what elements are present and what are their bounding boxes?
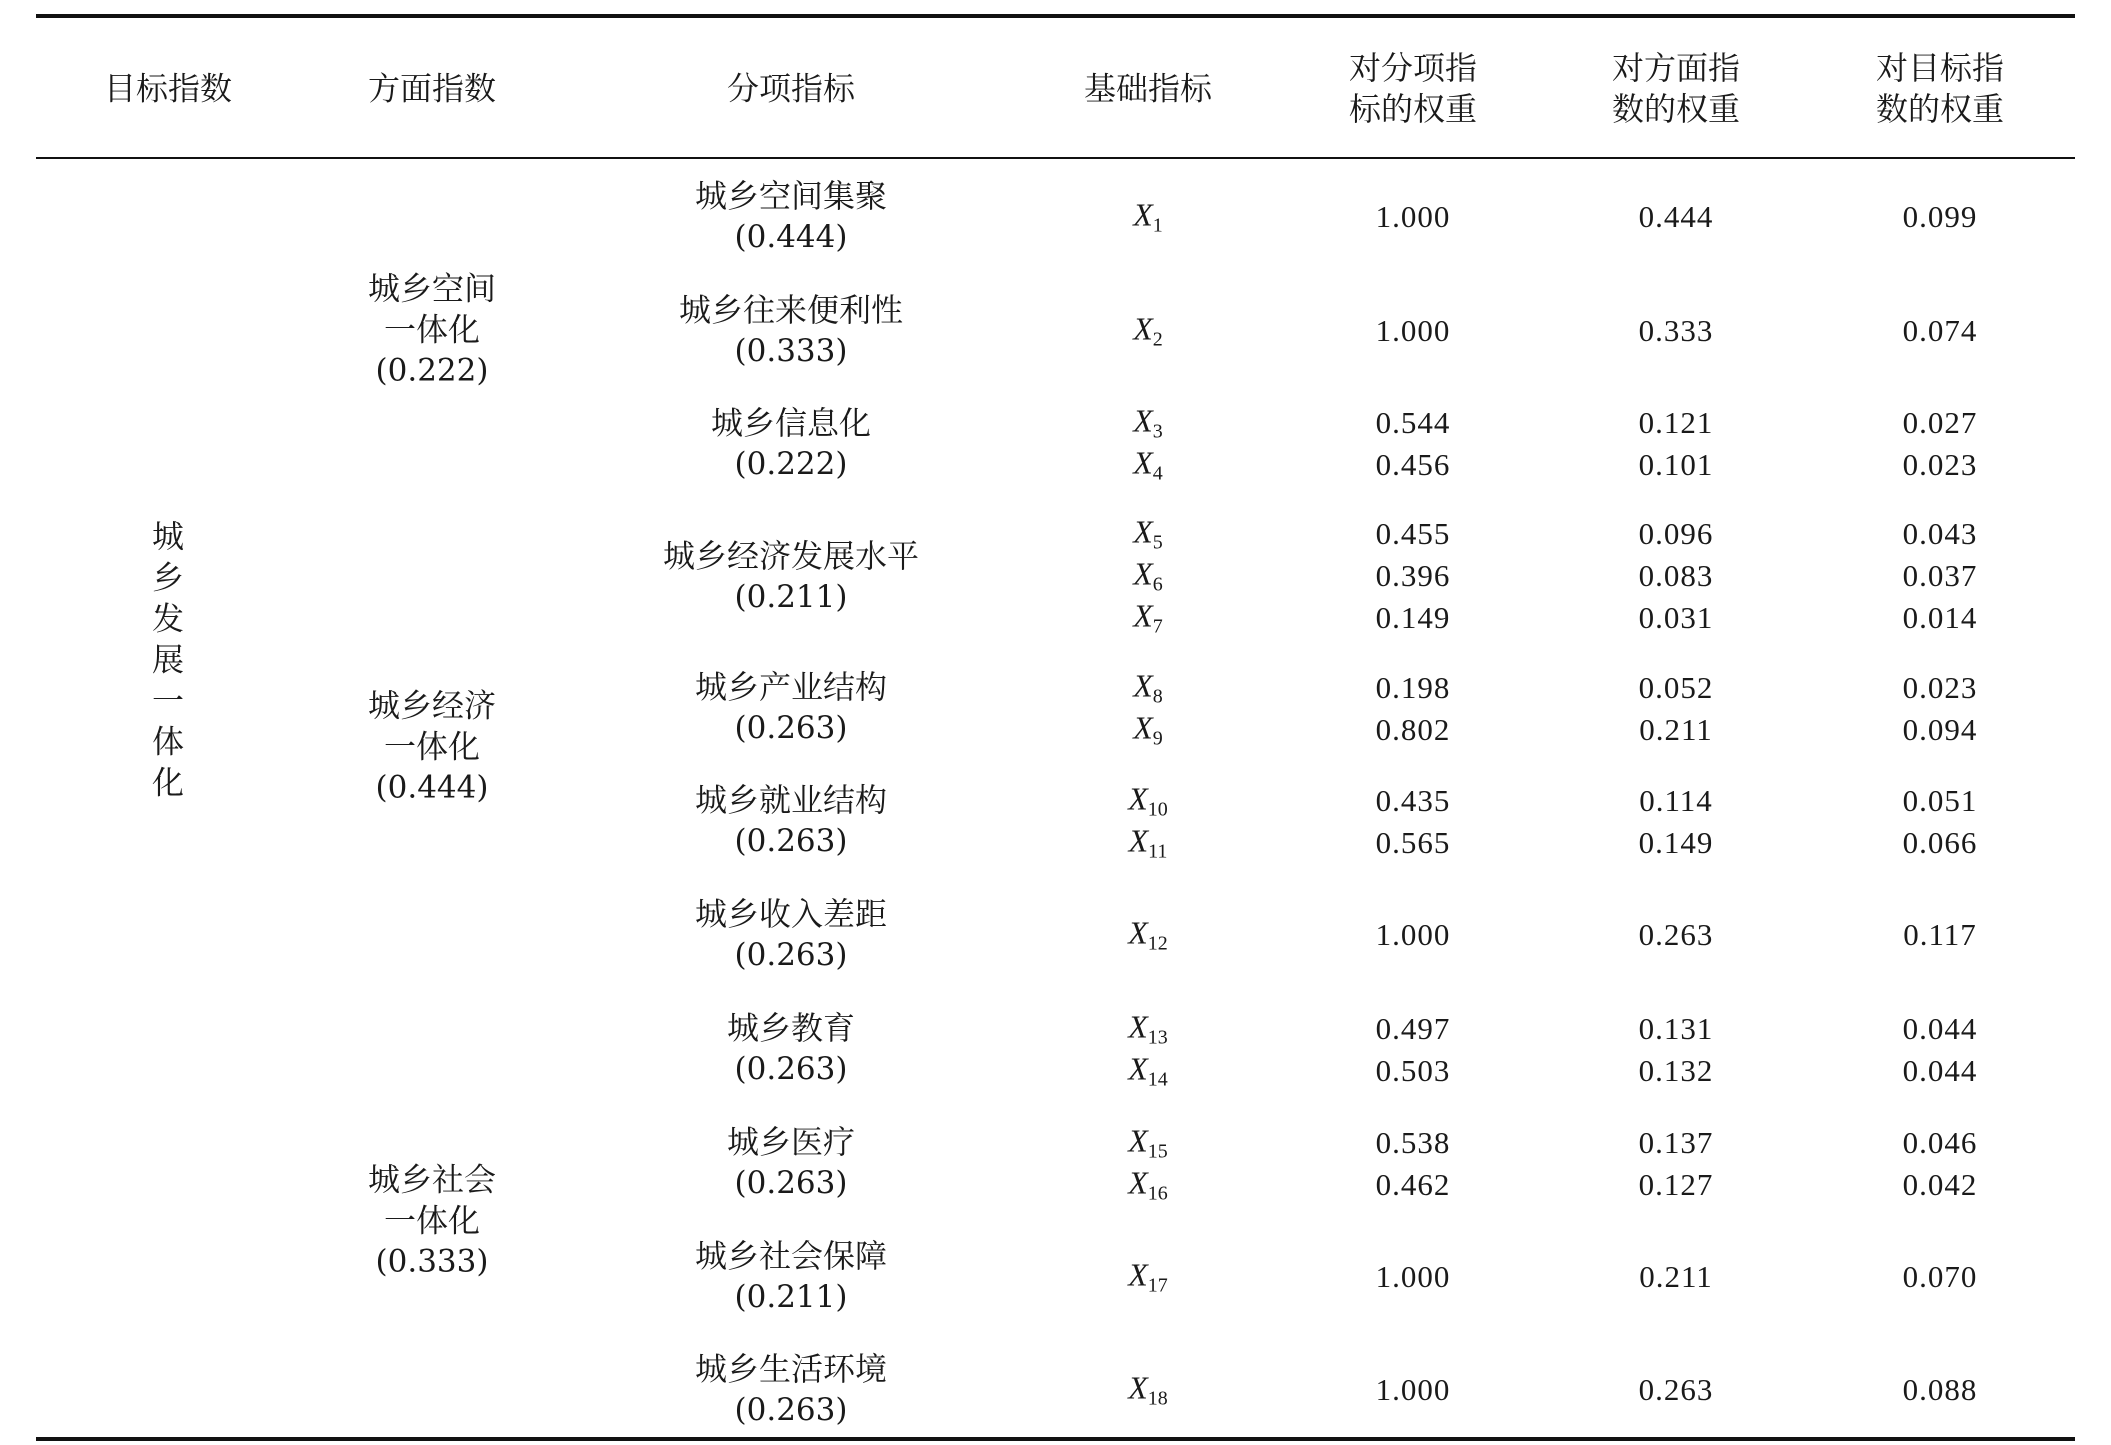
sub-item xyxy=(727,1122,855,1204)
table-bottom-rule xyxy=(36,1437,2075,1441)
sub-item-weight: (0.263) xyxy=(734,937,848,973)
weight-to-sub-item: 0.435 xyxy=(1375,783,1451,818)
weight-to-sub-item: 1.000 xyxy=(1375,1372,1451,1407)
weight-to-target: 0.043 xyxy=(1902,516,1978,551)
weight-to-sub-item: 0.544 xyxy=(1375,405,1451,440)
weight-to-target: 0.042 xyxy=(1902,1167,1978,1202)
target-char: 体 xyxy=(151,722,185,761)
header-sub-item: 分项指标 xyxy=(726,69,856,108)
weight-to-sub-item: 0.396 xyxy=(1375,558,1451,593)
aspect-line: 城乡空间 xyxy=(367,269,497,308)
aspect-line: 一体化 xyxy=(383,310,481,349)
weight-to-target: 0.014 xyxy=(1902,600,1978,635)
sub-item-weight: (0.211) xyxy=(734,1279,848,1315)
weight-to-target: 0.070 xyxy=(1902,1259,1978,1294)
weight-to-aspect: 0.121 xyxy=(1638,405,1714,440)
header-weight-aspect xyxy=(1612,48,1740,130)
sub-item-name: 城乡信息化 xyxy=(710,404,872,442)
header-weight-sub-line2: 标的权重 xyxy=(1348,90,1478,128)
sub-item-weight: (0.263) xyxy=(734,1165,848,1201)
sub-item-weight: (0.263) xyxy=(734,710,848,746)
weight-to-target: 0.094 xyxy=(1902,712,1978,747)
header-target-index: 目标指数 xyxy=(103,69,233,108)
sub-item xyxy=(711,403,871,485)
table-header-rule xyxy=(36,157,2075,159)
sub-item-weight: (0.263) xyxy=(734,823,848,859)
weight-to-sub-item: 1.000 xyxy=(1375,917,1451,952)
weight-to-aspect: 0.131 xyxy=(1638,1011,1714,1046)
sub-item-weight: (0.263) xyxy=(734,1051,848,1087)
weight-to-aspect: 0.211 xyxy=(1639,1259,1713,1294)
aspect-line: (0.222) xyxy=(375,352,489,389)
sub-item-weight: (0.263) xyxy=(734,1392,848,1428)
sub-item-name: 城乡医疗 xyxy=(726,1123,856,1161)
sub-item-weight: (0.222) xyxy=(734,446,848,482)
sub-item xyxy=(695,894,887,976)
weight-to-target: 0.066 xyxy=(1902,825,1978,860)
sub-item-weight: (0.211) xyxy=(734,579,848,615)
sub-item-name: 城乡社会保障 xyxy=(694,1237,888,1275)
weight-to-target: 0.117 xyxy=(1903,917,1977,952)
weight-to-aspect: 0.101 xyxy=(1638,447,1714,482)
basic-indicator: $X_1$ xyxy=(1133,196,1163,237)
weight-to-aspect: 0.333 xyxy=(1638,313,1714,348)
target-char: 一 xyxy=(151,681,185,720)
weight-to-target: 0.023 xyxy=(1902,670,1978,705)
target-char: 化 xyxy=(151,763,185,802)
aspect-economic xyxy=(368,686,496,809)
weight-to-sub-item: 0.462 xyxy=(1375,1167,1451,1202)
weight-to-aspect: 0.031 xyxy=(1638,600,1714,635)
basic-indicator: $X_{14}$ xyxy=(1128,1050,1168,1091)
weight-to-aspect: 0.137 xyxy=(1638,1125,1714,1160)
sub-item-weight: (0.444) xyxy=(734,219,848,255)
weight-to-aspect: 0.083 xyxy=(1638,558,1714,593)
aspect-line: 城乡经济 xyxy=(367,686,497,725)
sub-item xyxy=(663,536,919,618)
basic-indicator: $X_7$ xyxy=(1133,597,1163,638)
weight-to-aspect: 0.263 xyxy=(1638,1372,1714,1407)
weight-to-sub-item: 1.000 xyxy=(1375,313,1451,348)
sub-item xyxy=(679,290,903,372)
sub-item-name: 城乡经济发展水平 xyxy=(662,537,920,575)
header-weight-target-line2: 数的权重 xyxy=(1875,90,2005,128)
basic-indicator: $X_{10}$ xyxy=(1128,780,1168,821)
header-aspect-index: 方面指数 xyxy=(367,69,497,108)
weight-to-aspect: 0.127 xyxy=(1638,1167,1714,1202)
weight-to-aspect: 0.211 xyxy=(1639,712,1713,747)
table-top-rule xyxy=(36,14,2075,18)
aspect-line: 一体化 xyxy=(383,1201,481,1240)
target-char: 展 xyxy=(151,640,185,679)
weight-to-aspect: 0.052 xyxy=(1638,670,1714,705)
weight-to-target: 0.088 xyxy=(1902,1372,1978,1407)
basic-indicator: $X_{18}$ xyxy=(1128,1369,1168,1410)
weight-to-sub-item: 0.497 xyxy=(1375,1011,1451,1046)
aspect-line: (0.333) xyxy=(375,1243,489,1280)
weight-to-aspect: 0.149 xyxy=(1638,825,1714,860)
weight-to-sub-item: 1.000 xyxy=(1375,1259,1451,1294)
sub-item-name: 城乡教育 xyxy=(726,1009,856,1047)
weight-to-target: 0.099 xyxy=(1902,199,1978,234)
header-basic-indicator: 基础指标 xyxy=(1083,69,1213,108)
sub-item xyxy=(695,667,887,749)
sub-item xyxy=(695,176,887,258)
weight-to-sub-item: 0.802 xyxy=(1375,712,1451,747)
weight-to-target: 0.027 xyxy=(1902,405,1978,440)
sub-item-name: 城乡往来便利性 xyxy=(678,291,904,329)
weight-to-aspect: 0.444 xyxy=(1638,199,1714,234)
basic-indicator: $X_5$ xyxy=(1133,513,1163,554)
sub-item-weight: (0.333) xyxy=(734,333,848,369)
weight-to-sub-item: 1.000 xyxy=(1375,199,1451,234)
weight-to-aspect: 0.263 xyxy=(1638,917,1714,952)
weight-to-sub-item: 0.455 xyxy=(1375,516,1451,551)
weight-to-sub-item: 0.456 xyxy=(1375,447,1451,482)
weight-to-target: 0.046 xyxy=(1902,1125,1978,1160)
target-char: 发 xyxy=(151,599,185,638)
weight-to-sub-item: 0.538 xyxy=(1375,1125,1451,1160)
weight-to-sub-item: 0.149 xyxy=(1375,600,1451,635)
basic-indicator: $X_{11}$ xyxy=(1128,822,1168,863)
basic-indicator: $X_{15}$ xyxy=(1128,1122,1168,1163)
basic-indicator: $X_{17}$ xyxy=(1128,1256,1168,1297)
aspect-line: (0.444) xyxy=(375,769,489,806)
sub-item-name: 城乡收入差距 xyxy=(694,895,888,933)
basic-indicator: $X_8$ xyxy=(1133,667,1163,708)
weight-to-aspect: 0.132 xyxy=(1638,1053,1714,1088)
basic-indicator: $X_2$ xyxy=(1133,310,1163,351)
sub-item-name: 城乡产业结构 xyxy=(694,668,888,706)
aspect-social xyxy=(368,1160,496,1283)
weight-to-sub-item: 0.198 xyxy=(1375,670,1451,705)
sub-item xyxy=(695,780,887,862)
sub-item-name: 城乡就业结构 xyxy=(694,781,888,819)
header-weight-sub-line1: 对分项指 xyxy=(1348,49,1478,87)
header-weight-target xyxy=(1876,48,2004,130)
header-weight-sub xyxy=(1349,48,1477,130)
sub-item-name: 城乡空间集聚 xyxy=(694,177,888,215)
weight-to-target: 0.044 xyxy=(1902,1053,1978,1088)
basic-indicator: $X_{12}$ xyxy=(1128,914,1168,955)
basic-indicator: $X_{13}$ xyxy=(1128,1008,1168,1049)
weight-to-aspect: 0.096 xyxy=(1638,516,1714,551)
header-weight-aspect-line1: 对方面指 xyxy=(1611,49,1741,87)
basic-indicator: $X_4$ xyxy=(1133,444,1163,485)
weight-to-target: 0.051 xyxy=(1902,783,1978,818)
header-weight-aspect-line2: 数的权重 xyxy=(1611,90,1741,128)
sub-item-name: 城乡生活环境 xyxy=(694,1350,888,1388)
target-index-cell xyxy=(152,517,184,804)
weight-to-aspect: 0.114 xyxy=(1639,783,1713,818)
aspect-line: 城乡社会 xyxy=(367,1160,497,1199)
weight-to-target: 0.037 xyxy=(1902,558,1978,593)
aspect-spatial xyxy=(368,269,496,392)
basic-indicator: $X_6$ xyxy=(1133,555,1163,596)
header-weight-target-line1: 对目标指 xyxy=(1875,49,2005,87)
aspect-line: 一体化 xyxy=(383,727,481,766)
basic-indicator: $X_{16}$ xyxy=(1128,1164,1168,1205)
sub-item xyxy=(695,1236,887,1318)
weight-to-target: 0.023 xyxy=(1902,447,1978,482)
weight-to-target: 0.044 xyxy=(1902,1011,1978,1046)
basic-indicator: $X_9$ xyxy=(1133,709,1163,750)
sub-item xyxy=(695,1349,887,1431)
sub-item xyxy=(727,1008,855,1090)
weight-to-sub-item: 0.565 xyxy=(1375,825,1451,860)
target-char: 乡 xyxy=(151,558,185,597)
weight-to-target: 0.074 xyxy=(1902,313,1978,348)
target-char: 城 xyxy=(151,517,185,556)
basic-indicator: $X_3$ xyxy=(1133,402,1163,443)
weight-to-sub-item: 0.503 xyxy=(1375,1053,1451,1088)
